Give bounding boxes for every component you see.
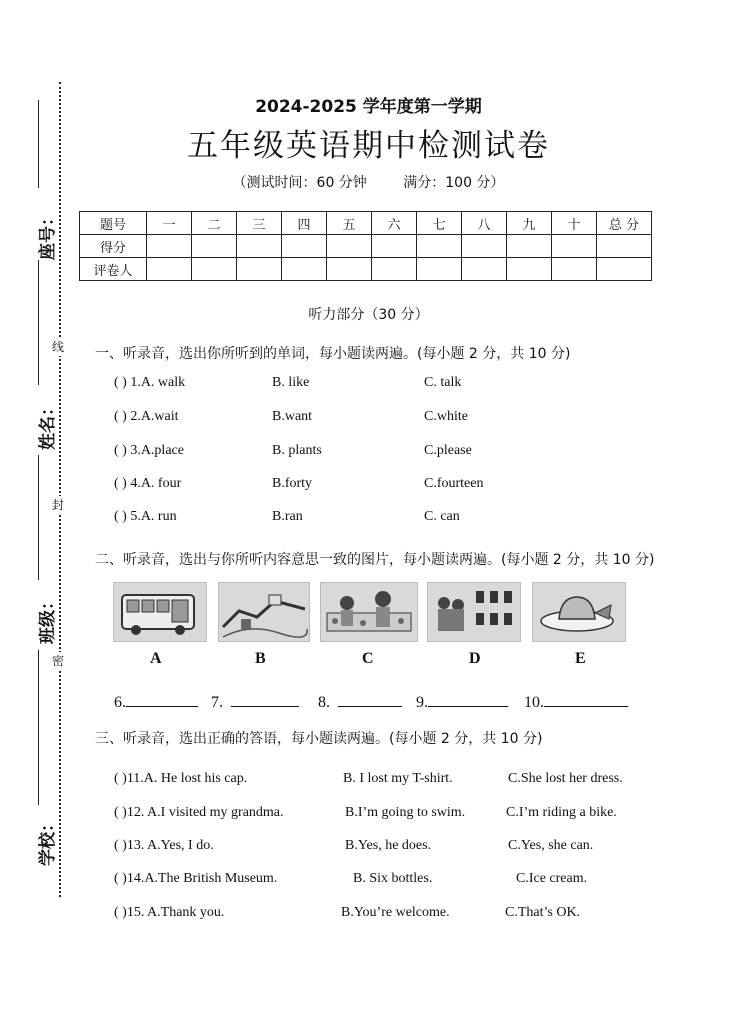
q4-c: C.fourteen <box>424 476 484 491</box>
q13-c: C.Yes, she can. <box>508 838 594 853</box>
q2-a: ( ) 2.A.wait <box>114 409 179 424</box>
blank-num: 10. <box>524 694 544 711</box>
answer-blank-10[interactable] <box>524 692 628 712</box>
grader-cell[interactable] <box>597 258 652 281</box>
grader-cell[interactable] <box>282 258 327 281</box>
picture-e-hat <box>532 582 626 642</box>
row-label: 得分 <box>80 235 147 258</box>
grader-cell[interactable] <box>552 258 597 281</box>
q1-a: ( ) 1.A. walk <box>114 375 186 390</box>
blank-num: 9. <box>416 694 428 711</box>
q14-c: C.Ice cream. <box>516 871 588 886</box>
blank-line[interactable] <box>544 692 628 707</box>
name-label: 姓名： <box>38 399 58 450</box>
score-cell[interactable] <box>462 235 507 258</box>
section1-title: 一、听录音，选出你所听到的单词，每小题读两遍。(每小题 2 分，共 10 分) <box>95 346 571 362</box>
exam-info <box>0 172 737 192</box>
q4-b: B.forty <box>272 476 313 491</box>
q12-a: ( )12. A.I visited my grandma. <box>114 805 284 820</box>
score-cell[interactable] <box>417 235 462 258</box>
picture-b-great-wall <box>218 582 310 642</box>
section2-title: 二、听录音，选出与你所听内容意思一致的图片，每小题读两遍。(每小题 2 分，共 10 分) <box>95 552 655 568</box>
col-4: 四 <box>282 212 327 235</box>
q5-a: ( ) 5.A. run <box>114 509 177 524</box>
q2-c: C.white <box>424 409 468 424</box>
score-cell[interactable] <box>192 235 237 258</box>
picture-label-a: A <box>150 650 162 667</box>
col-9: 九 <box>507 212 552 235</box>
picture-a-bus <box>113 582 207 642</box>
q11-a: ( )11.A. He lost his cap. <box>114 771 248 786</box>
q11-b: B. I lost my T-shirt. <box>343 771 453 786</box>
exam-time: （测试时间：60 分钟 <box>232 175 367 191</box>
score-cell[interactable] <box>597 235 652 258</box>
blank-num: 7. <box>211 694 223 711</box>
picture-d-chairs <box>427 582 521 642</box>
score-cell[interactable] <box>552 235 597 258</box>
listening-part-title: 听力部分（30 分） <box>308 307 429 323</box>
q1-c: C. talk <box>424 375 462 390</box>
grader-cell[interactable] <box>462 258 507 281</box>
grader-cell[interactable] <box>147 258 192 281</box>
binding-dotted-line <box>59 82 61 897</box>
exam-title: 五年级英语期中检测试卷 <box>187 128 550 164</box>
q15-b: B.You’re welcome. <box>341 905 450 920</box>
seal-char-seal: 封 <box>52 498 65 512</box>
blank-num: 6. <box>114 694 126 711</box>
col-5: 五 <box>327 212 372 235</box>
score-cell[interactable] <box>372 235 417 258</box>
score-table-grader-row <box>80 258 652 281</box>
hat-icon <box>533 583 625 641</box>
q15-a: ( )15. A.Thank you. <box>114 905 225 920</box>
q13-a: ( )13. A.Yes, I do. <box>114 838 214 853</box>
q3-a: ( ) 3.A.place <box>114 443 184 458</box>
row-label: 评卷人 <box>80 258 147 281</box>
shopping-icon <box>321 583 417 641</box>
q5-b: B.ran <box>272 509 303 524</box>
blank-num: 8. <box>318 694 330 711</box>
q1-b: B. like <box>272 375 310 390</box>
blank-line[interactable] <box>231 692 299 707</box>
picture-c-shopping <box>320 582 418 642</box>
col-10: 十 <box>552 212 597 235</box>
col-8: 八 <box>462 212 507 235</box>
col-1: 一 <box>147 212 192 235</box>
q12-c: C.I’m riding a bike. <box>506 805 617 820</box>
q3-b: B. plants <box>272 443 322 458</box>
school-underline <box>38 650 39 805</box>
blank-line[interactable] <box>338 692 402 707</box>
seal-char-line: 线 <box>52 340 65 354</box>
score-cell[interactable] <box>327 235 372 258</box>
exam-full-score: 满分：100 分） <box>403 175 505 191</box>
score-cell[interactable] <box>507 235 552 258</box>
q13-b: B.Yes, he does. <box>345 838 432 853</box>
answer-blank-9[interactable] <box>416 692 508 712</box>
school-year: 2024-2025 学年度第一学期 <box>255 97 482 117</box>
class-label: 班级： <box>38 593 58 644</box>
grader-cell[interactable] <box>417 258 462 281</box>
q11-c: C.She lost her dress. <box>508 771 623 786</box>
col-6: 六 <box>372 212 417 235</box>
answer-blank-8[interactable] <box>318 692 402 712</box>
seat-label: 座号： <box>38 209 58 260</box>
col-3: 三 <box>237 212 282 235</box>
score-table-score-row <box>80 235 652 258</box>
class-underline <box>38 455 39 580</box>
grader-cell[interactable] <box>507 258 552 281</box>
q14-b: B. Six bottles. <box>353 871 433 886</box>
q15-c: C.That’s OK. <box>505 905 581 920</box>
q5-c: C. can <box>424 509 460 524</box>
score-cell[interactable] <box>147 235 192 258</box>
q2-b: B.want <box>272 409 313 424</box>
score-cell[interactable] <box>237 235 282 258</box>
school-label: 学校： <box>38 815 58 866</box>
score-table-header-row <box>80 212 652 235</box>
score-cell[interactable] <box>282 235 327 258</box>
col-total: 总 分 <box>597 212 652 235</box>
picture-label-d: D <box>469 650 481 667</box>
grader-cell[interactable] <box>237 258 282 281</box>
picture-label-b: B <box>255 650 266 667</box>
q3-c: C.please <box>424 443 472 458</box>
col-2: 二 <box>192 212 237 235</box>
q4-a: ( ) 4.A. four <box>114 476 182 491</box>
grader-cell[interactable] <box>327 258 372 281</box>
score-table <box>79 211 652 281</box>
answer-blank-7[interactable] <box>211 692 299 712</box>
row-label: 题号 <box>80 212 147 235</box>
blank-line[interactable] <box>126 692 198 707</box>
grader-cell[interactable] <box>372 258 417 281</box>
blank-line[interactable] <box>428 692 508 707</box>
bus-icon <box>114 583 206 641</box>
col-7: 七 <box>417 212 462 235</box>
section3-title: 三、听录音，选出正确的答语，每小题读两遍。(每小题 2 分，共 10 分) <box>95 731 543 747</box>
chairs-icon <box>428 583 520 641</box>
q14-a: ( )14.A.The British Museum. <box>114 871 278 886</box>
picture-label-e: E <box>575 650 586 667</box>
q12-b: B.I’m going to swim. <box>345 805 466 820</box>
grader-cell[interactable] <box>192 258 237 281</box>
answer-blank-6[interactable] <box>114 692 198 712</box>
seal-char-secret: 密 <box>52 654 65 668</box>
picture-label-c: C <box>362 650 374 667</box>
great-wall-icon <box>219 583 309 641</box>
